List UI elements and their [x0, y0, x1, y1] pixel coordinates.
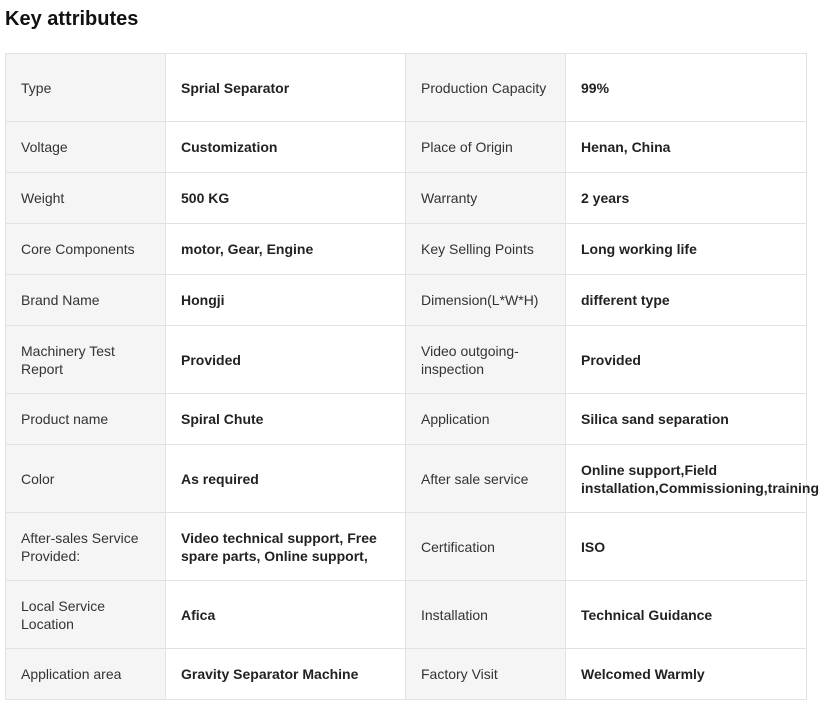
- table-row: [6, 445, 807, 513]
- table-row: [6, 394, 807, 445]
- attribute-value: Customization: [166, 122, 406, 173]
- attribute-label: After-sales Service Provided:: [6, 513, 166, 581]
- table-row: [6, 649, 807, 700]
- attribute-value: Welcomed Warmly: [566, 649, 807, 700]
- attribute-label: Factory Visit: [406, 649, 566, 700]
- attribute-value: 2 years: [566, 173, 807, 224]
- attribute-value: ISO: [566, 513, 807, 581]
- table-row: [6, 326, 807, 394]
- attribute-value: different type: [566, 275, 807, 326]
- table-row: [6, 122, 807, 173]
- attribute-value: motor, Gear, Engine: [166, 224, 406, 275]
- attribute-label: Machinery Test Report: [6, 326, 166, 394]
- attribute-value: Technical Guidance: [566, 581, 807, 649]
- attribute-label: Dimension(L*W*H): [406, 275, 566, 326]
- attribute-label: After sale service: [406, 445, 566, 513]
- attribute-value: Henan, China: [566, 122, 807, 173]
- key-attributes-table: [5, 53, 819, 700]
- attribute-label: Production Capacity: [406, 54, 566, 122]
- table-row: [6, 173, 807, 224]
- attribute-label: Core Components: [6, 224, 166, 275]
- section-title: Key attributes: [5, 8, 139, 30]
- attribute-label: Certification: [406, 513, 566, 581]
- attribute-value: Video technical support, Free spare parts, Online support,: [166, 513, 406, 581]
- attribute-label: Brand Name: [6, 275, 166, 326]
- attribute-label: Application area: [6, 649, 166, 700]
- attribute-label: Place of Origin: [406, 122, 566, 173]
- attribute-value: Provided: [566, 326, 807, 394]
- attribute-label: Warranty: [406, 173, 566, 224]
- attribute-label: Local Service Location: [6, 581, 166, 649]
- attribute-label: Application: [406, 394, 566, 445]
- attribute-value: Hongji: [166, 275, 406, 326]
- attribute-value: As required: [166, 445, 406, 513]
- attribute-value: Online support,Field installation,Commissioning,training: [566, 445, 807, 513]
- attribute-value: Spiral Chute: [166, 394, 406, 445]
- table-row: [6, 275, 807, 326]
- attribute-value: Provided: [166, 326, 406, 394]
- attribute-label: Video outgoing-inspection: [406, 326, 566, 394]
- attribute-label: Type: [6, 54, 166, 122]
- attribute-label: Installation: [406, 581, 566, 649]
- attribute-value: Silica sand separation: [566, 394, 807, 445]
- table-row: [6, 224, 807, 275]
- attribute-value: Sprial Separator: [166, 54, 406, 122]
- attribute-label: Key Selling Points: [406, 224, 566, 275]
- attribute-label: Product name: [6, 394, 166, 445]
- attribute-value: 99%: [566, 54, 807, 122]
- table-row: [6, 54, 807, 122]
- table-row: [6, 581, 807, 649]
- attribute-value: Afica: [166, 581, 406, 649]
- attribute-label: Weight: [6, 173, 166, 224]
- table-row: [6, 513, 807, 581]
- attribute-value: 500 KG: [166, 173, 406, 224]
- attribute-label: Color: [6, 445, 166, 513]
- attribute-value: Gravity Separator Machine: [166, 649, 406, 700]
- attribute-label: Voltage: [6, 122, 166, 173]
- attribute-value: Long working life: [566, 224, 807, 275]
